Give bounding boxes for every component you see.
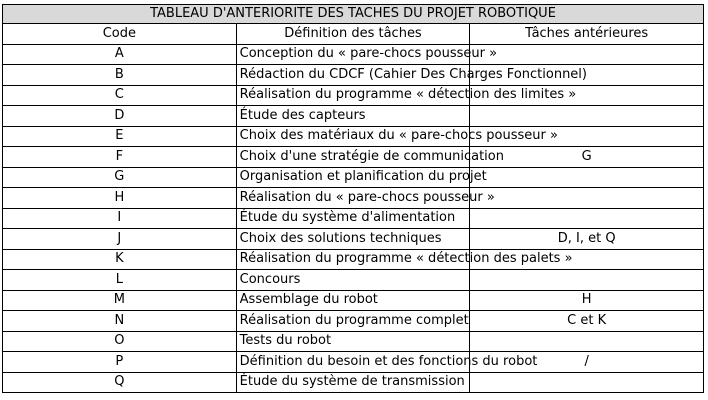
- header-row: [3, 24, 704, 45]
- cell-anterior: /: [470, 352, 704, 373]
- cell-code: Q: [3, 372, 237, 393]
- cell-code: M: [3, 290, 237, 311]
- cell-code: D: [3, 106, 237, 127]
- cell-anterior: [470, 270, 704, 291]
- cell-anterior: C et K: [470, 311, 704, 332]
- cell-code: C: [3, 85, 237, 106]
- cell-anterior: [470, 188, 704, 209]
- table-row: [3, 352, 704, 373]
- cell-code: I: [3, 208, 237, 229]
- cell-anterior: [470, 167, 704, 188]
- cell-code: F: [3, 147, 237, 168]
- cell-code: K: [3, 249, 237, 270]
- header-anterior: Tâches antérieures: [470, 24, 704, 45]
- cell-code: B: [3, 65, 237, 86]
- cell-anterior: G: [470, 147, 704, 168]
- table-row: [3, 372, 704, 393]
- cell-definition: Concours: [236, 270, 470, 291]
- cell-code: O: [3, 331, 237, 352]
- cell-anterior: [470, 372, 704, 393]
- table-row: [3, 270, 704, 291]
- cell-anterior: [470, 331, 704, 352]
- anteriority-table: [2, 4, 704, 393]
- cell-code: N: [3, 311, 237, 332]
- table-row: [3, 85, 704, 106]
- cell-definition: Réalisation du programme complet: [236, 311, 470, 332]
- cell-definition: Étude du système d'alimentation: [236, 208, 470, 229]
- cell-anterior: [470, 208, 704, 229]
- header-definition: Définition des tâches: [236, 24, 470, 45]
- cell-code: P: [3, 352, 237, 373]
- cell-definition: Étude des capteurs: [236, 106, 470, 127]
- header-code: Code: [3, 24, 237, 45]
- cell-anterior: H: [470, 290, 704, 311]
- cell-definition: Réalisation du programme « détection des palets »: [236, 249, 470, 270]
- cell-definition: Organisation et planification du projet: [236, 167, 470, 188]
- cell-definition: Assemblage du robot: [236, 290, 470, 311]
- cell-code: E: [3, 126, 237, 147]
- cell-code: J: [3, 229, 237, 250]
- cell-code: L: [3, 270, 237, 291]
- cell-anterior: [470, 106, 704, 127]
- table-row: [3, 311, 704, 332]
- cell-code: G: [3, 167, 237, 188]
- cell-definition: Réalisation du programme « détection des limites »: [236, 85, 470, 106]
- table-row: [3, 167, 704, 188]
- table-row: [3, 106, 704, 127]
- cell-definition: Réalisation du « pare-chocs pousseur »: [236, 188, 470, 209]
- cell-code: A: [3, 44, 237, 65]
- table-row: [3, 126, 704, 147]
- cell-definition: Définition du besoin et des fonctions du robot: [236, 352, 470, 373]
- cell-definition: Choix des matériaux du « pare-chocs pousseur »: [236, 126, 470, 147]
- cell-definition: Choix d'une stratégie de communication: [236, 147, 470, 168]
- cell-anterior: D, I, et Q: [470, 229, 704, 250]
- cell-definition: Rédaction du CDCF (Cahier Des Charges Fonctionnel): [236, 65, 470, 86]
- table-row: [3, 208, 704, 229]
- table-title: TABLEAU D'ANTERIORITE DES TACHES DU PROJET ROBOTIQUE: [3, 5, 704, 24]
- cell-anterior: [470, 44, 704, 65]
- table-row: [3, 290, 704, 311]
- table-row: [3, 147, 704, 168]
- table-row: [3, 249, 704, 270]
- table-row: [3, 229, 704, 250]
- table-row: [3, 331, 704, 352]
- cell-definition: Tests du robot: [236, 331, 470, 352]
- cell-definition: Conception du « pare-chocs pousseur »: [236, 44, 470, 65]
- table-row: [3, 65, 704, 86]
- table-row: [3, 188, 704, 209]
- table-body: [3, 44, 704, 393]
- cell-code: H: [3, 188, 237, 209]
- title-row: [3, 5, 704, 24]
- cell-definition: Étude du système de transmission: [236, 372, 470, 393]
- cell-definition: Choix des solutions techniques: [236, 229, 470, 250]
- table-row: [3, 44, 704, 65]
